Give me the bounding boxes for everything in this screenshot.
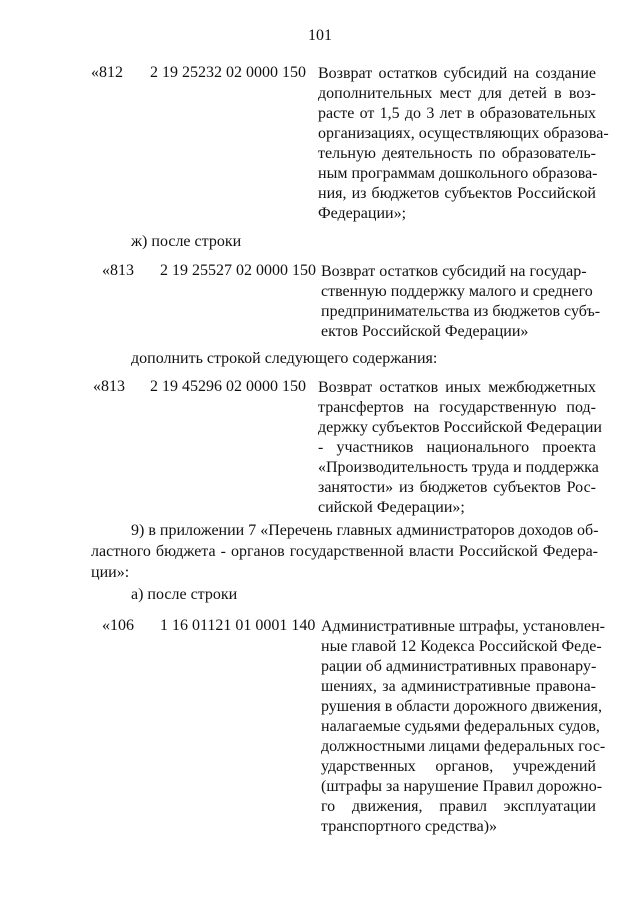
page-number: 101 — [308, 27, 332, 44]
row1-code: «812 — [91, 64, 123, 81]
row3-line: «Производительность труда и поддержка — [318, 459, 599, 476]
row4-line: рушения в области дорожного движения, — [321, 698, 602, 715]
row2-line: Возврат остатков субсидий на государ- — [321, 263, 587, 280]
row4-line: налагаемые судьями федеральных судов, — [321, 718, 600, 735]
row4-kbk: 1 16 01121 01 0001 140 — [160, 617, 316, 634]
row4-line: должностными лицами федеральных гос- — [321, 738, 606, 755]
row1-line: Федерации»; — [318, 205, 407, 222]
row4-line: го движения, правил эксплуатации — [321, 798, 596, 815]
instruction-a: а) после строки — [131, 586, 238, 603]
instruction-zh: ж) после строки — [131, 233, 242, 250]
row3-line: сийской Федерации»; — [318, 499, 465, 516]
row3-kbk: 2 19 45296 02 0000 150 — [150, 378, 306, 395]
row2-line: предпринимательства из бюджетов субъ- — [321, 303, 601, 320]
row1-line: дополнительных мест для детей в воз- — [318, 85, 596, 102]
row3-line: занятости» из бюджетов субъектов Рос- — [318, 479, 596, 496]
paragraph-line: ластного бюджета - органов государственной власти Российской Федера- — [91, 543, 598, 560]
row1-line: расте от 1,5 до 3 лет в образовательных — [318, 105, 596, 122]
instruction-add: дополнить строкой следующего содержания: — [131, 350, 438, 367]
row1-kbk: 2 19 25232 02 0000 150 — [150, 64, 306, 81]
row4-line: ударственных органов, учреждений — [321, 758, 596, 775]
row1-line: ния, из бюджетов субъектов Российской — [318, 185, 596, 202]
paragraph-line: 9) в приложении 7 «Перечень главных администраторов доходов об- — [131, 522, 599, 539]
row1-line: тельную деятельность по образователь- — [318, 145, 596, 162]
row1-line: ным программам дошкольного образова- — [318, 165, 598, 182]
row2-line: ственную поддержку малого и среднего — [321, 283, 593, 300]
row2-code: «813 — [102, 262, 134, 279]
row1-description — [318, 64, 609, 224]
row4-code: «106 — [102, 617, 134, 634]
row3-line: трансфертов на государственную под- — [318, 399, 596, 416]
row3-line: Возврат остатков иных межбюджетных — [318, 379, 596, 396]
paragraph-line: ции»: — [91, 564, 130, 581]
row4-line: транспортного средства)» — [321, 818, 498, 835]
row2-description — [321, 262, 601, 342]
row4-line: Административные штрафы, установлен- — [321, 618, 606, 635]
row4-description — [321, 617, 606, 837]
row3-line: - участников национального проекта — [318, 439, 596, 456]
row1-line: организациях, осуществляющих образова- — [318, 125, 609, 142]
row1-line: Возврат остатков субсидий на создание — [318, 65, 596, 82]
row2-kbk: 2 19 25527 02 0000 150 — [160, 262, 316, 279]
row2-line: ектов Российской Федерации» — [321, 323, 529, 340]
paragraph-9 — [91, 520, 598, 583]
row3-line: держку субъектов Российской Федерации — [318, 419, 602, 436]
row4-line: рации об административных правонару- — [321, 658, 597, 675]
row4-line: (штрафы за нарушение Правил дорожно- — [321, 778, 603, 795]
row3-description — [318, 378, 602, 518]
row3-code: «813 — [93, 378, 125, 395]
row4-line: ные главой 12 Кодекса Российской Феде- — [321, 638, 602, 655]
row4-line: шениях, за административные правона- — [321, 678, 596, 695]
